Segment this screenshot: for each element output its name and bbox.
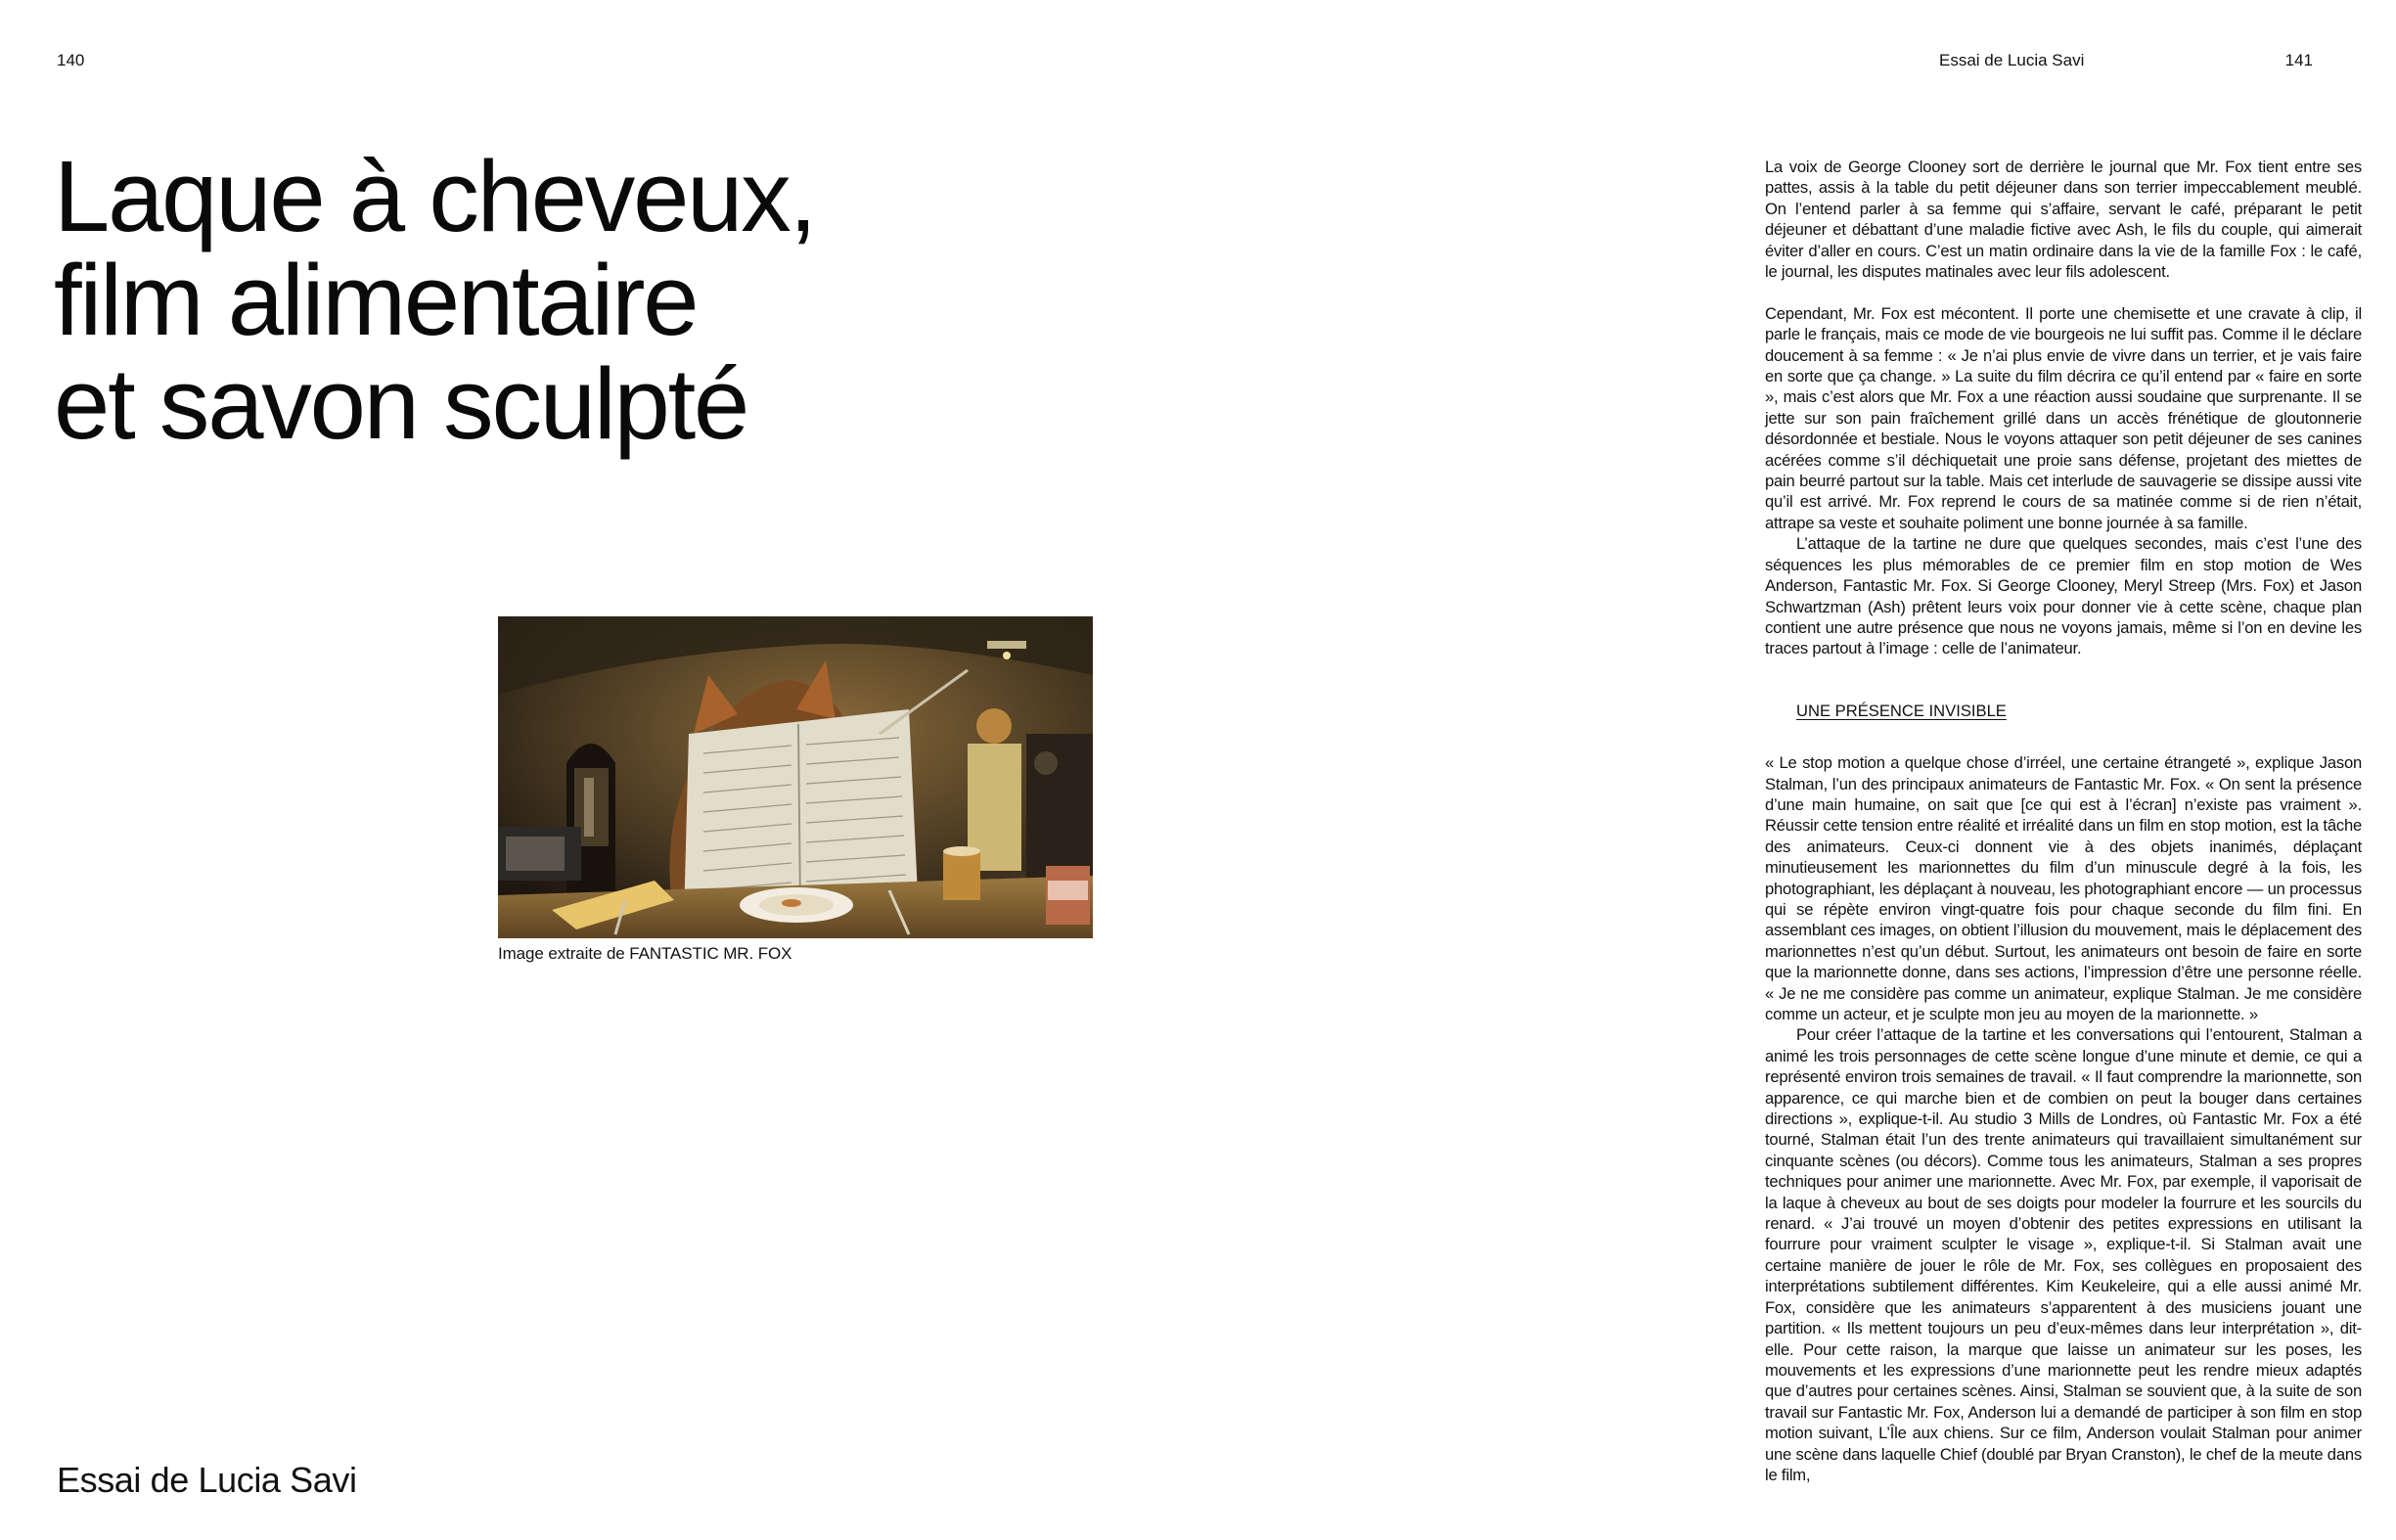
film-still-figure	[498, 616, 1093, 964]
author-byline: Essai de Lucia Savi	[57, 1460, 357, 1500]
paragraph-1: La voix de George Clooney sort de derrière le journal que Mr. Fox tient entre ses pattes, assis à la table du petit déjeuner dans son terrier impeccablement meublé. On l’entend parler à sa femme qui s’affaire, servant le café, préparant le petit déjeuner et débattant d’une maladie fictive avec Ash, le fils du couple, qui aimerait éviter d’aller en cours. C’est un matin ordinaire dans la vie de la famille Fox : le café, le journal, les disputes matinales avec leur fils adolescent.	[1765, 158, 2362, 282]
paragraph-3: L’attaque de la tartine ne dure que quelques secondes, mais c’est l’une des séquences les plus mémorables de ce premier film en stop motion de Wes Anderson, Fantastic Mr. Fox. Si George Clooney, Meryl Streep (Mrs. Fox) et Jason Schwartzman (Ash) prêtent leurs voix pour donner vie à cette scène, chaque plan contient une autre présence que nous ne voyons jamais, même si l’on en devine les traces partout à l’image : celle de l’animateur.	[1765, 534, 2362, 658]
running-head: Essai de Lucia Savi	[1939, 51, 2085, 69]
film-still-image	[498, 616, 1093, 938]
paragraph-5: Pour créer l’attaque de la tartine et les conversations qui l’entourent, Stalman a animé les trois personnages de cette scène longue d’une minute et demie, ce qui a représenté environ trois semaines de travail. « Il faut comprendre la marionnette, son apparence, ce qui marche bien et de combien on peut la bouger dans certaines directions », explique-t-il. Au studio 3 Mills de Londres, où Fantastic Mr. Fox a été tourné, Stalman était l’un des trente animateurs qui travaillaient simultanément sur cinquante scènes (ou décors). Comme tous les animateurs, Stalman a ses propres techniques pour animer une marionnette. Avec Mr. Fox, par exemple, il vaporisait de la laque à cheveux au bout de ses doigts pour modeler la fourrure et les sourcils du renard. « J’ai trouvé un moyen d’obtenir des petites expressions en utilisant la fourrure pour vraiment sculpter le visage », explique-t-il. Si Stalman avait une certaine manière de jouer le rôle de Mr. Fox, ses collègues en proposaient des interprétations subtilement différentes. Kim Keukeleire, qui a elle aussi animé Mr. Fox, considère que les animateurs s’apparentent à des musiciens jouant une partition. « Ils mettent toujours un peu d’eux-mêmes dans leur interprétation », dit-elle. Pour cette raison, la marque que laisse un animateur sur les poses, les mouvements et les expressions d’une marionnette peut les rendre mieux adaptés que d’autres pour certaines scènes. Ainsi, Stalman se souvient que, à la suite de son travail sur Fantastic Mr. Fox, Anderson lui a demandé de participer à son film en stop motion suivant, L’Île aux chiens. Sur ce film, Anderson voulait Stalman pour animer une scène dans laquelle Chief (doublé par Bryan Cranston), le chef de la meute dans le film,	[1765, 1025, 2362, 1484]
page-number-right: 141	[2284, 51, 2313, 69]
section-heading: UNE PRÉSENCE INVISIBLE	[1796, 701, 2007, 720]
body-text-column	[1765, 157, 2362, 1485]
paragraph-4: « Le stop motion a quelque chose d’irréel, une certaine étrangeté », explique Jason Stalman, l’un des principaux animateurs de Fantastic Mr. Fox. « On sent la présence d’une main humaine, on sait que [ce qui est à l’écran] n’existe pas vraiment ». Réussir cette tension entre réalité et irréalité dans un film en stop motion, est la tâche des animateurs. Ceux-ci donnent vie à des objets inanimés, déplaçant minutieusement les marionnettes du film d’un minuscule degré à la fois, les photographiant, les déplaçant à nouveau, les photographiant encore — un processus qui se répète environ vingt-quatre fois pour chaque seconde du film fini. En assemblant ces images, on obtient l’illusion du mouvement, mais le déplacement des marionnettes n’est qu’un début. Surtout, les animateurs ont besoin de faire en sorte que la marionnette donne, dans ses actions, l’impression d’être une personne réelle. « Je ne me considère pas comme un animateur, explique Stalman. Je me considère comme un acteur, et je sculpte mon jeu au moyen de la marionnette. »	[1765, 753, 2362, 1024]
essay-title	[54, 140, 1032, 460]
paragraph-2: Cependant, Mr. Fox est mécontent. Il porte une chemisette et une cravate à clip, il parle le français, mais ce mode de vie bourgeois ne lui suffit pas. Comme il le déclare doucement à sa femme : « Je n’ai plus envie de vivre dans un terrier, et je vais faire en sorte que ça change. » La suite du film décrira ce qu’il entend par « faire en sorte », mais c’est alors que Mr. Fox a une réaction aussi soudaine que surprenante. Il se jette sur son pain fraîchement grillé dans un accès frénétique de gloutonnerie désordonnée et bestiale. Nous le voyons attaquer son petit déjeuner de ses canines acérées comme s’il déchiquetait une proie sans défense, projetant des miettes de pain beurré partout sur la table. Mais cet interlude de sauvagerie se dissipe aussi vite qu’il est arrivé. Mr. Fox reprend le cours de sa matinée comme si de rien n’était, attrape sa veste et souhaite poliment une bonne journée à sa famille.	[1765, 303, 2362, 532]
title-line-2: film alimentaire	[54, 244, 698, 356]
title-line-1: Laque à cheveux,	[54, 140, 815, 252]
page-number-left: 140	[57, 51, 85, 69]
figure-caption: Image extraite de FANTASTIC MR. FOX	[498, 944, 792, 963]
title-line-3: et savon sculpté	[54, 347, 748, 460]
